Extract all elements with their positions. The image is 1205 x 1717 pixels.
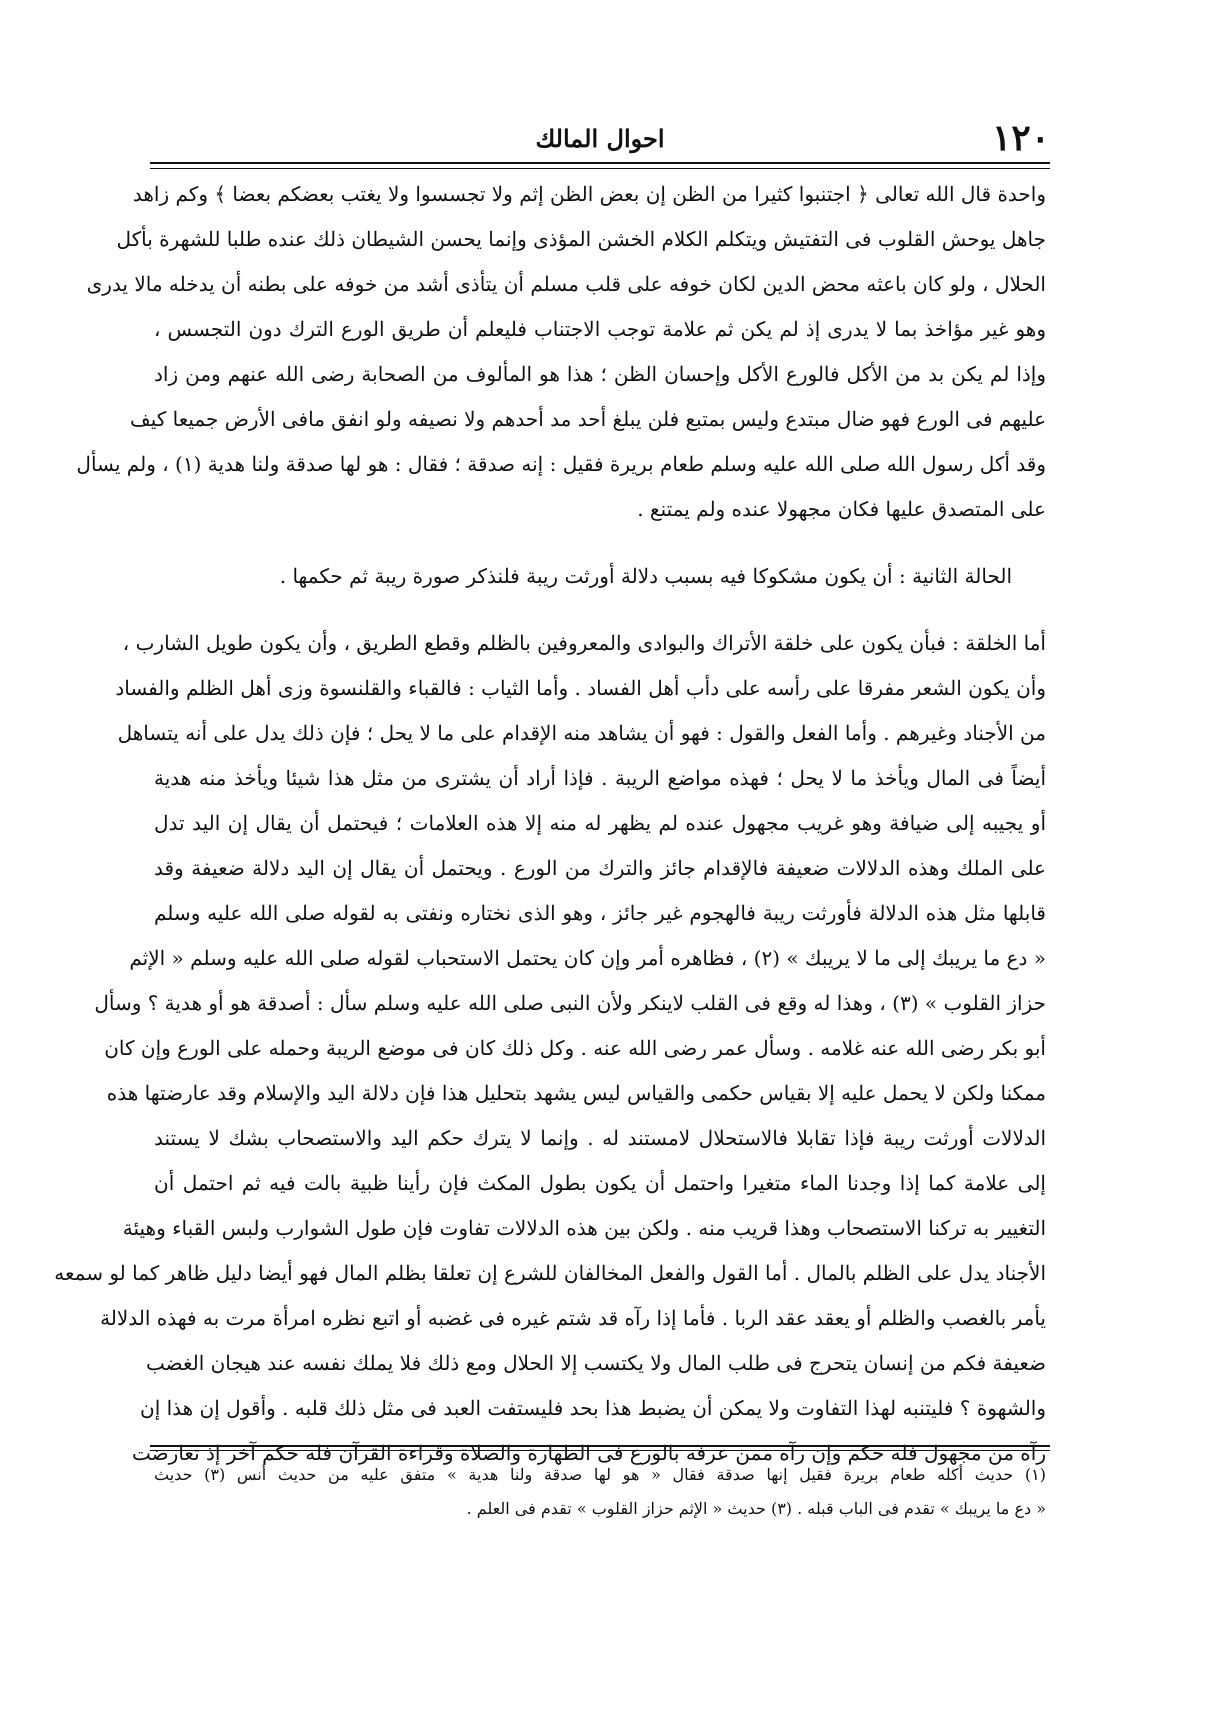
text-line: الأجناد يدل على الظلم بالمال . أما القول والفعل المخالفان للشرع إن تعلقا بظلم المال فهو أيضا دليل ظاهر كما لو سمعه	[54, 1261, 1046, 1285]
text-line: وقد أكل رسول الله صلى الله عليه وسلم طعام بريرة فقيل : إنه صدقة ؛ فقال : هو لها صدقة ولنا هدية (١) ، ولم يسأل	[76, 452, 1046, 476]
text-line: التغيير به تركنا الاستصحاب وهذا قريب منه . ولكن بين هذه الدلالات تفاوت فإن طول الشوارب ولبس القباء وهيئة	[122, 1216, 1046, 1240]
page-header	[150, 116, 1050, 162]
header-rule	[150, 162, 1050, 169]
running-title: احوال المالك	[535, 124, 665, 153]
text-line: أما الخلقة : فبأن يكون على خلقة الأتراك والبوادى والمعروفين بالظلم وقطع الطريق ، وأن يكون طويل الشارب ،	[122, 631, 1046, 655]
text-line: رآه من مجهول فله حكم وإن رآه ممن عرفه بالورع فى الطهارة والصلاة وقراءة القرآن فله حكم آخر إذ تعارضت	[132, 1441, 1046, 1465]
text-line: وهو غير مؤاخذ بما لا يدرى إذ لم يكن ثم علامة توجب الاجتناب فليعلم أن طريق الورع الترك دون التجسس ،	[154, 317, 1046, 341]
text-line: على الملك وهذه الدلالات ضعيفة فالإقدام جائز والترك من الورع . ويحتمل أن يقال إن اليد دلالة ضعيفة وقد	[154, 856, 1046, 880]
text-line: وأن يكون الشعر مفرقا على رأسه على دأب أهل الفساد . وأما الثياب : فالقباء والقلنسوة وزى أهل الظلم والفساد	[115, 676, 1046, 700]
text-line: جاهل يوحش القلوب فى التفتيش ويتكلم الكلام الخشن المؤذى وإنما يحسن الشيطان ذلك عنده طلبا للشهرة بأكل	[116, 227, 1046, 251]
text-line: والشهوة ؟ فليتنبه لهذا التفاوت ولا يمكن أن يضبط هذا بحد فليستفت العبد فى مثل ذلك قلبه . وأقول إن هذا إن	[140, 1396, 1046, 1420]
text-line: واحدة قال الله تعالى ﴿ اجتنبوا كثيرا من الظن إن بعض الظن إثم ولا تجسسوا ولا يغتب بعضكم بعضا ﴾ وكم زاهد	[132, 182, 1046, 206]
body-text	[54, 172, 1046, 1476]
text-line: « دع ما يريبك إلى ما لا يريبك » (٢) ، فظاهره أمر وإن كان يحتمل الاستحباب لقوله صلى الله عليه وسلم « الإثم	[129, 946, 1046, 970]
text-line: ضعيفة فكم من إنسان يتحرج فى طلب المال ولا يكتسب إلا الحلال ومع ذلك فلا يملك نفسه عند هيجان الغضب	[145, 1351, 1046, 1375]
text-line: أبو بكر رضى الله عنه غلامه . وسأل عمر رضى الله عنه . وكل ذلك كان فى موضع الريبة وحمله على الورع وإن كان	[104, 1036, 1046, 1060]
text-line: الدلالات أورثت ريبة فإذا تقابلا فالاستحلال لامستند له . وإنما لا يترك حكم اليد والاستصحاب بشك لا يستند	[154, 1126, 1046, 1150]
text-line: على المتصدق عليها فكان مجهولا عنده ولم يمتنع .	[637, 497, 1046, 521]
footnote-line: « دع ما يريبك » تقدم فى الباب قبله . (٣) حديث « الإثم حزاز القلوب » تقدم فى العلم .	[466, 1499, 1046, 1518]
text-line: الحلال ، ولو كان باعثه محض الدين لكان خوفه على قلب مسلم أن يتأذى أشد من خوفه على بطنه أن يدخله مالا يدرى	[86, 272, 1046, 296]
footnote-rule	[150, 1445, 1050, 1451]
text-line: أيضاً فى المال ويأخذ ما لا يحل ؛ فهذه مواضع الريبة . فإذا أراد أن يشترى من مثل هذا شيئا ويأخذ منه هدية	[154, 766, 1046, 790]
text-line: ممكنا ولكن لا يحمل عليه إلا بقياس حكمى والقياس ليس يشهد بتحليل هذا فإن دلالة اليد والإسلام وقد عارضتها هذه	[106, 1081, 1046, 1105]
footnotes	[154, 1458, 1046, 1526]
text-line: عليهم فى الورع فهو ضال مبتدع وليس بمتبع فلن يبلغ أحد مد أحدهم ولا نصيفه ولو انفق مافى الأرض جميعا كيف	[130, 407, 1046, 431]
section-heading: الحالة الثانية : أن يكون مشكوكا فيه بسبب دلالة أورثت ريبة فلنذكر صورة ريبة ثم حكمها .	[279, 564, 1012, 588]
text-line: قابلها مثل هذه الدلالة فأورثت ريبة فالهجوم غير جائز ، وهو الذى نختاره ونفتى به لقوله صلى الله عليه وسلم	[154, 901, 1046, 925]
text-line: أو يجيبه إلى ضيافة وهو غريب مجهول عنده لم يظهر له منه إلا هذه العلامات ؛ فيحتمل أن يقال إن اليد تدل	[154, 811, 1046, 835]
page-number: ١٢٠	[991, 117, 1050, 159]
text-line: إلى علامة كما إذا وجدنا الماء متغيرا واحتمل أن يكون بطول المكث فإن رأينا ظبية بالت فيه ثم احتمل أن	[154, 1171, 1046, 1195]
text-line: وإذا لم يكن بد من الأكل فالورع الأكل وإحسان الظن ؛ هذا هو المألوف من الصحابة رضى الله عنهم ومن زاد	[154, 362, 1046, 386]
footnote-line: (١) حديث أكله طعام بريرة فقيل إنها صدقة فقال « هو لها صدقة ولنا هدية » متفق عليه من حديث أنس (٣) حديث	[154, 1465, 1046, 1484]
text-line: من الأجناد وغيرهم . وأما الفعل والقول : فهو أن يشاهد منه الإقدام على ما لا يحل ؛ فإن ذلك يدل على أنه يتساهل	[117, 721, 1046, 745]
text-line: حزاز القلوب » (٣) ، وهذا له وقع فى القلب لاينكر ولأن النبى صلى الله عليه وسلم سأل : أصدقة هو أو هدية ؟ وسأل	[94, 991, 1046, 1015]
text-line: يأمر بالغصب والظلم أو يعقد عقد الربا . فأما إذا رآه قد شتم غيره فى غضبه أو اتبع نظره امرأة مرت به فهذه الدلالة	[100, 1306, 1046, 1330]
